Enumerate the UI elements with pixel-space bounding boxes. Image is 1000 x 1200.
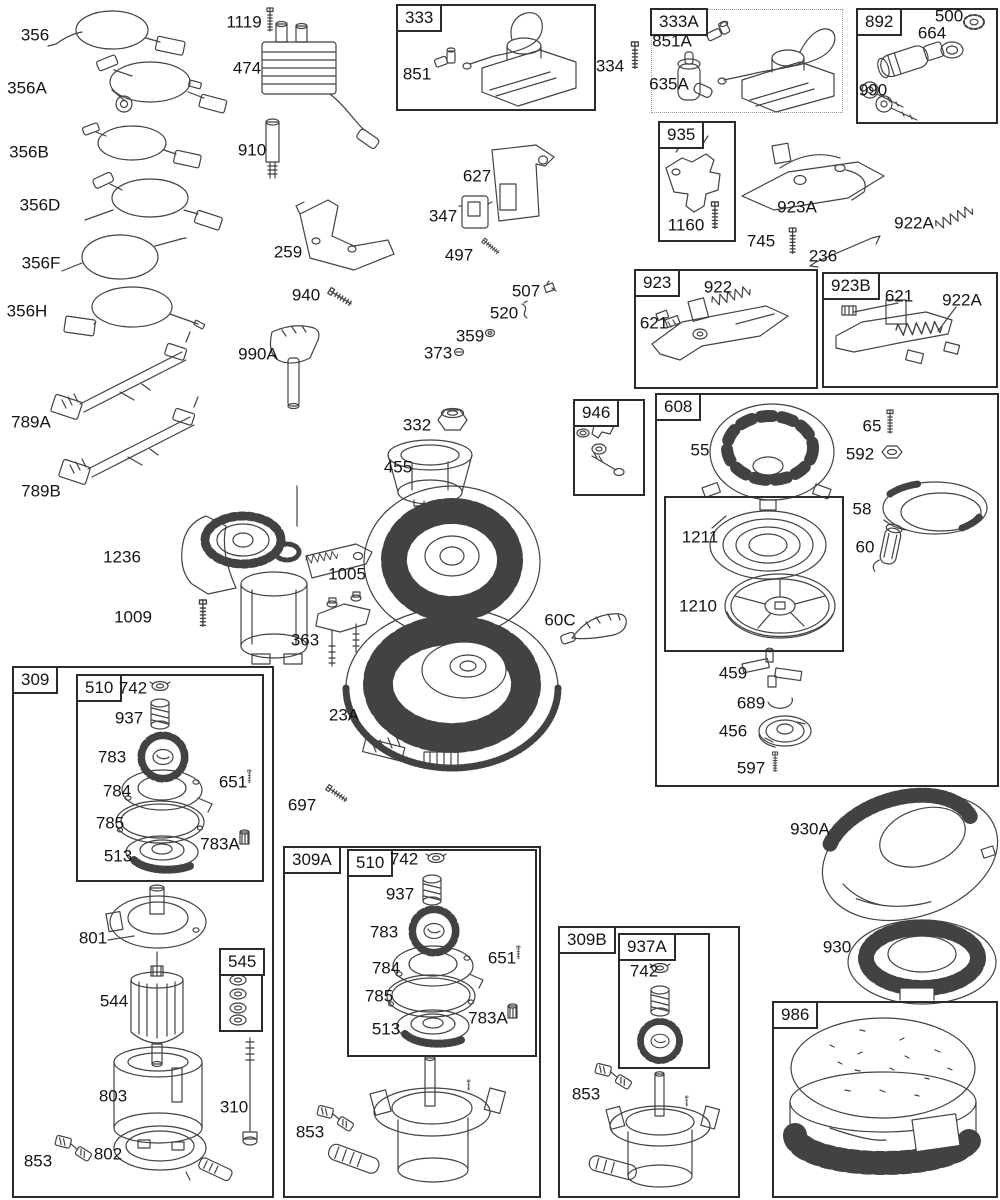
- callout-347: 347: [428, 206, 458, 226]
- callout-784-309a: 784: [371, 958, 401, 978]
- callout-544: 544: [99, 991, 129, 1011]
- wire-harness-356a: [96, 55, 227, 114]
- callout-1210: 1210: [679, 596, 717, 616]
- callout-651-309: 651: [218, 772, 248, 792]
- screw-334: [631, 42, 638, 68]
- box-label-892: 892: [856, 8, 902, 36]
- callout-356: 356: [20, 25, 50, 45]
- callout-785-309a: 785: [364, 986, 394, 1006]
- box-333a: [651, 9, 843, 113]
- callout-65: 65: [862, 416, 882, 436]
- callout-500: 500: [934, 6, 964, 26]
- callout-930: 930: [822, 937, 852, 957]
- callout-937-309: 937: [114, 708, 144, 728]
- screw-1009: [199, 600, 206, 626]
- callout-801: 801: [78, 928, 108, 948]
- callout-455: 455: [383, 457, 413, 477]
- screw-940: [328, 288, 353, 307]
- callout-635a: 635A: [649, 74, 689, 94]
- callout-497: 497: [444, 245, 474, 265]
- callout-513-309: 513: [103, 846, 133, 866]
- callout-990: 990: [858, 80, 888, 100]
- callout-60: 60: [855, 537, 875, 557]
- box-label-333: 333: [396, 4, 442, 32]
- wire-harness-356d: [85, 172, 223, 231]
- box-946: [573, 399, 645, 496]
- callout-513-309a: 513: [371, 1019, 401, 1039]
- box-label-309: 309: [12, 666, 58, 694]
- callout-783-309: 783: [97, 747, 127, 767]
- callout-23a: 23A: [328, 705, 360, 725]
- ignition-coil-474: [262, 22, 380, 150]
- callout-259: 259: [273, 242, 303, 262]
- callout-356b: 356B: [9, 142, 49, 162]
- callout-651-309a: 651: [487, 948, 517, 968]
- callout-910: 910: [237, 140, 267, 160]
- box-label-309b: 309B: [558, 926, 616, 954]
- callout-356d: 356D: [19, 195, 61, 215]
- bracket-259: [296, 200, 394, 270]
- callout-1211: 1211: [681, 527, 719, 547]
- wire-harness-356: [48, 11, 185, 56]
- callout-1005: 1005: [328, 564, 366, 584]
- callout-332: 332: [402, 415, 432, 435]
- clip-520: [522, 301, 527, 318]
- callout-990a: 990A: [238, 344, 278, 364]
- box-label-923b: 923B: [822, 272, 880, 300]
- callout-923a: 923A: [777, 197, 817, 217]
- callout-1160: 1160: [667, 215, 705, 235]
- box-label-510-309: 510: [76, 674, 122, 702]
- callout-621-923b: 621: [884, 286, 914, 306]
- callout-742-309a: 742: [389, 849, 419, 869]
- callout-785-309: 785: [95, 813, 125, 833]
- callout-474: 474: [232, 58, 262, 78]
- box-label-608: 608: [655, 393, 701, 421]
- callout-627: 627: [462, 166, 492, 186]
- callout-853-309: 853: [23, 1151, 53, 1171]
- nut-332: [438, 409, 467, 431]
- callout-940: 940: [291, 285, 321, 305]
- callout-851: 851: [402, 64, 432, 84]
- nut-359: [486, 330, 495, 337]
- callout-1236: 1236: [103, 547, 141, 567]
- box-986: [772, 1001, 998, 1198]
- callout-937-309a: 937: [385, 884, 415, 904]
- callout-459: 459: [718, 663, 748, 683]
- callout-236: 236: [808, 246, 838, 266]
- callout-58: 58: [852, 499, 872, 519]
- screw-1119: [267, 8, 273, 31]
- wire-harness-356h: [64, 287, 205, 336]
- callout-592: 592: [845, 444, 875, 464]
- plate-bracket-627: [492, 145, 554, 221]
- callout-697: 697: [287, 795, 317, 815]
- callout-930a: 930A: [790, 819, 830, 839]
- callout-334: 334: [595, 56, 625, 76]
- mount-bracket-363: [316, 592, 370, 666]
- callout-922a-923b: 922A: [942, 290, 982, 310]
- callout-310: 310: [219, 1097, 249, 1117]
- stop-key-990a: [270, 326, 318, 409]
- spring-922a-top: [934, 205, 974, 231]
- callout-356a: 356A: [7, 78, 47, 98]
- callout-745: 745: [746, 231, 776, 251]
- wire-harness-356f: [62, 235, 186, 279]
- box-937a: [618, 933, 710, 1069]
- switch-347: [459, 196, 492, 228]
- callout-356h: 356H: [6, 301, 48, 321]
- callout-784-309: 784: [102, 781, 132, 801]
- callout-363: 363: [290, 630, 320, 650]
- screw-745: [789, 228, 796, 253]
- callout-789a: 789A: [11, 412, 51, 432]
- box-label-946: 946: [573, 399, 619, 427]
- callout-922a-top: 922A: [894, 213, 934, 233]
- callout-456: 456: [718, 721, 748, 741]
- standoff-910: [266, 119, 279, 178]
- callout-802: 802: [93, 1144, 123, 1164]
- callout-520: 520: [489, 303, 519, 323]
- box-label-937a: 937A: [618, 933, 676, 961]
- callout-1119: 1119: [226, 12, 262, 32]
- callout-742-309: 742: [118, 678, 148, 698]
- callout-356f: 356F: [21, 253, 61, 273]
- box-608-inner: [664, 496, 844, 652]
- flywheel-23a: [346, 608, 558, 768]
- wire-harness-356b: [82, 123, 201, 169]
- box-label-935: 935: [658, 121, 704, 149]
- screw-497: [482, 238, 500, 254]
- wire-harness-789b: [58, 397, 198, 485]
- callout-60c: 60C: [544, 610, 576, 630]
- callout-851a: 851A: [652, 31, 692, 51]
- callout-783-309a: 783: [369, 922, 399, 942]
- callout-803: 803: [98, 1086, 128, 1106]
- callout-783a-309a: 783A: [468, 1008, 508, 1028]
- callout-853-309b: 853: [571, 1084, 601, 1104]
- callout-507: 507: [511, 281, 541, 301]
- callout-597: 597: [736, 758, 766, 778]
- callout-373: 373: [423, 343, 453, 363]
- callout-783a-309: 783A: [200, 834, 240, 854]
- box-label-545: 545: [219, 948, 265, 976]
- box-333: [396, 4, 596, 111]
- box-label-333a: 333A: [650, 8, 708, 36]
- screw-697: [326, 785, 348, 803]
- wire-harness-789a: [50, 332, 190, 420]
- callout-689: 689: [736, 693, 766, 713]
- box-label-510-309a: 510: [347, 849, 393, 877]
- nut-373: [455, 349, 464, 356]
- box-label-923: 923: [634, 269, 680, 297]
- callout-922: 922: [703, 277, 733, 297]
- callout-853-309a: 853: [295, 1122, 325, 1142]
- callout-1009: 1009: [114, 607, 152, 627]
- callout-359: 359: [455, 326, 485, 346]
- callout-55: 55: [690, 440, 710, 460]
- rotating-screen-930: [848, 920, 996, 1004]
- callout-621-923: 621: [639, 313, 669, 333]
- box-545: [219, 948, 263, 1032]
- fastener-507: [544, 281, 556, 293]
- callout-742-309b: 742: [629, 961, 659, 981]
- blower-shroud-930a: [806, 772, 1000, 942]
- callout-664: 664: [917, 23, 947, 43]
- box-label-309a: 309A: [283, 846, 341, 874]
- callout-789b: 789B: [21, 481, 61, 501]
- box-label-986: 986: [772, 1001, 818, 1029]
